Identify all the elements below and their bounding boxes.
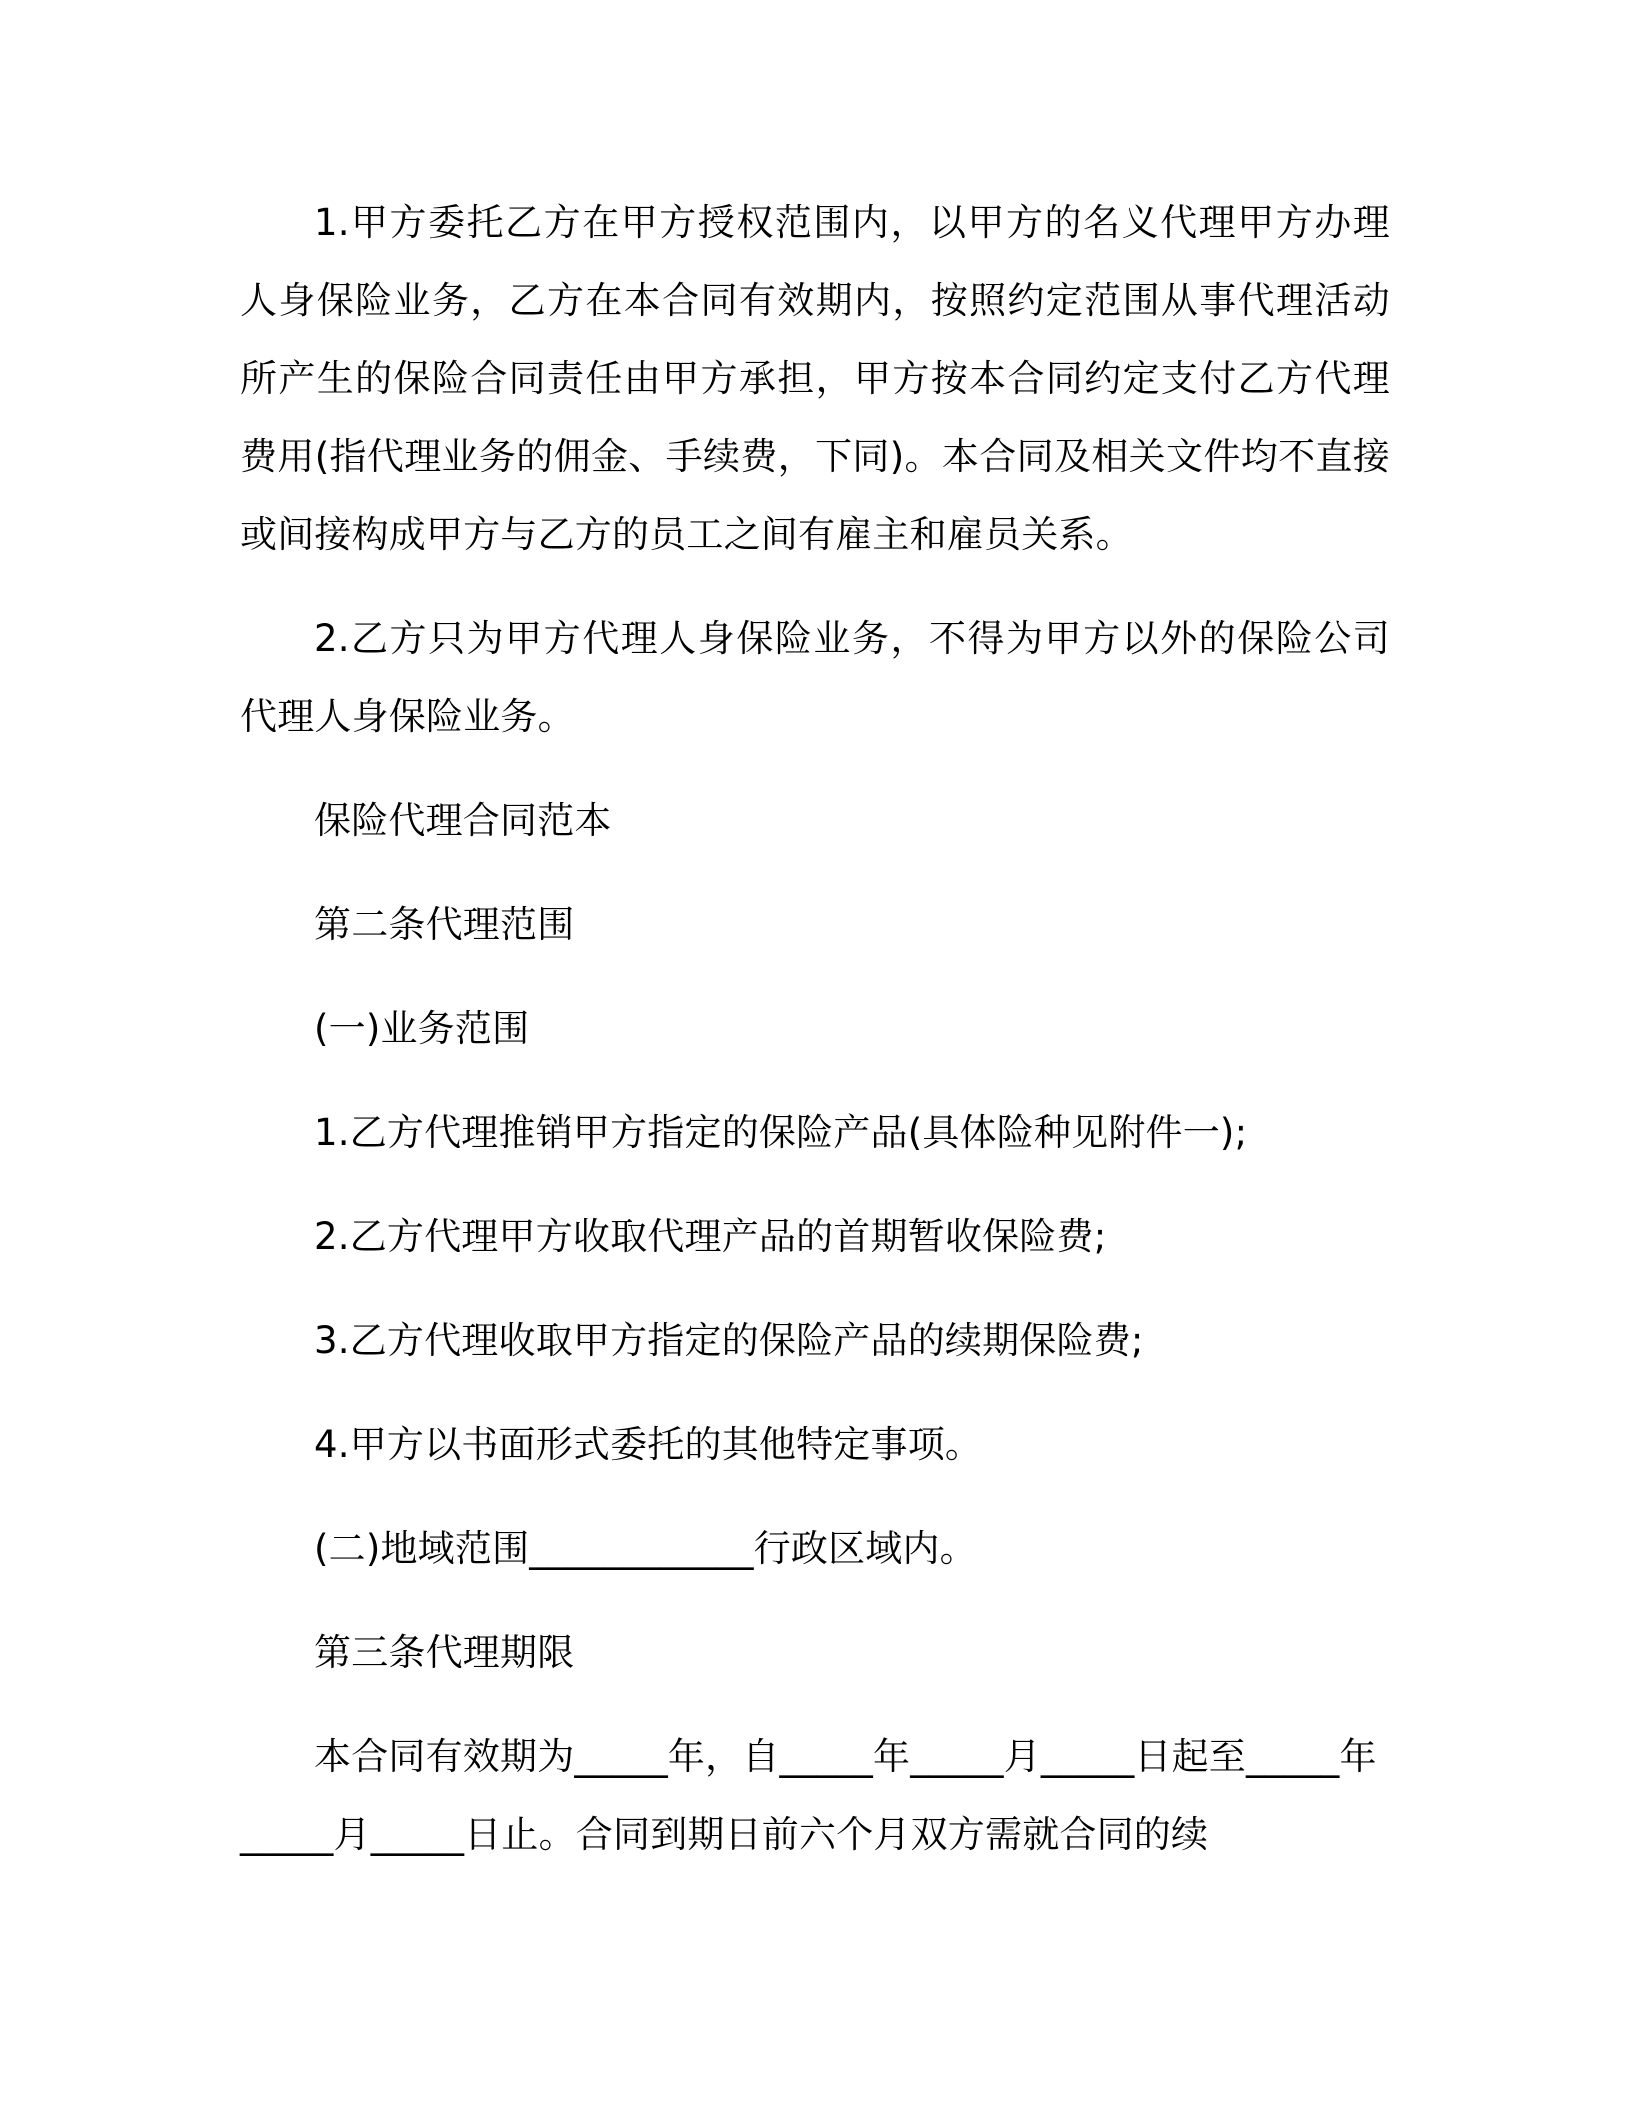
term-paragraph: 本合同有效期为_____年，自_____年_____月_____日起至_____年_____月_____日止。合同到期日前六个月双方需就合同的续 [240,1735,1377,1856]
spacer [240,756,1390,782]
spacer [240,1172,1390,1198]
scope-item-2: 2.乙方代理甲方收取代理产品的首期暂收保险费; [314,1215,1107,1258]
spacer [240,1588,1390,1614]
article-2-heading: 第二条代理范围 [314,903,575,946]
scope-item-4: 4.甲方以书面形式委托的其他特定事项。 [314,1423,983,1466]
spacer [240,964,1390,990]
clause-paragraph-2: 2.乙方只为甲方代理人身保险业务，不得为甲方以外的保险公司代理人身保险业务。 [240,617,1390,738]
spacer [240,1276,1390,1302]
scope-item-1: 1.乙方代理推销甲方指定的保险产品(具体险种见附件一); [314,1111,1248,1154]
contract-title-line: 保险代理合同范本 [314,799,612,842]
clause-paragraph-1: 1.甲方委托乙方在甲方授权范围内，以甲方的名义代理甲方办理人身保险业务，乙方在本合同有效期内，按照约定范围从事代理活动所产生的保险合同责任由甲方承担，甲方按本合同约定支付乙方代理费用(指代理业务的佣金、手续费，下同)。本合同及相关文件均不直接或间接构成甲方与乙方的员工之间有雇主和雇员关系。 [240,201,1390,556]
document-body [240,184,1390,1874]
spacer [240,1692,1390,1718]
business-scope-heading: (一)业务范围 [314,1007,530,1050]
spacer [240,860,1390,886]
region-scope-line: (二)地域范围____________行政区域内。 [314,1527,977,1570]
spacer [240,1380,1390,1406]
spacer [240,1068,1390,1094]
spacer [240,1484,1390,1510]
scope-item-3: 3.乙方代理收取甲方指定的保险产品的续期保险费; [314,1319,1144,1362]
article-3-heading: 第三条代理期限 [314,1631,575,1674]
